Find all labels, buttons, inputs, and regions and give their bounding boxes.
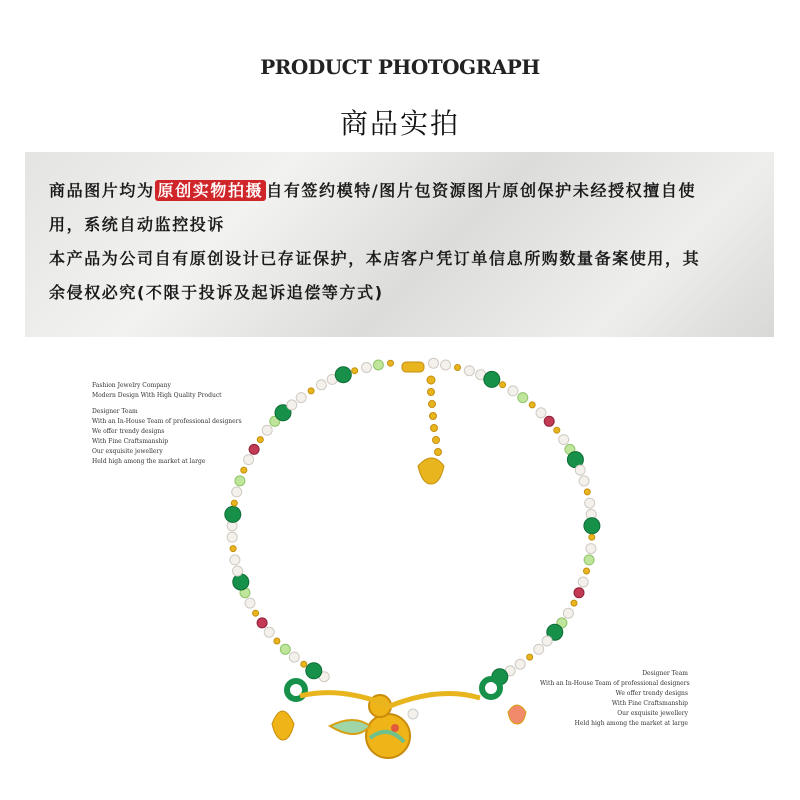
caption-tagline: Modern Design With High Quality Product bbox=[92, 392, 222, 399]
light-bead bbox=[584, 555, 594, 565]
pearl-bead bbox=[575, 465, 585, 475]
pearl-bead bbox=[362, 363, 372, 373]
pearl-bead bbox=[233, 566, 243, 576]
pearl-bead bbox=[262, 425, 272, 435]
gold-bead bbox=[301, 661, 307, 667]
pearl-bead bbox=[245, 598, 255, 608]
pearl-bead bbox=[244, 455, 254, 465]
pearl-bead bbox=[232, 487, 242, 497]
gold-bead bbox=[584, 568, 590, 574]
gold-bead bbox=[527, 654, 533, 660]
gold-bead bbox=[388, 360, 394, 366]
gold-bead bbox=[241, 467, 247, 473]
jade-bead bbox=[484, 371, 500, 387]
caption-line: Our exquisite jewellery bbox=[92, 448, 163, 455]
gold-bead bbox=[584, 489, 590, 495]
gold-bead bbox=[554, 427, 560, 433]
caption-team: Designer Team bbox=[92, 408, 138, 415]
peach-pendant bbox=[508, 705, 526, 724]
caption-line: With an In-House Team of professional designers bbox=[92, 418, 242, 425]
notice-line-1-post: 自有签约模特/图片包资源图片原创保护未经授权擅自使 bbox=[266, 181, 697, 200]
jade-bead bbox=[225, 506, 241, 522]
lotus-pendant bbox=[272, 711, 294, 740]
pearl-bead bbox=[559, 435, 569, 445]
caption-left bbox=[92, 381, 242, 467]
caption-line: With Fine Craftsmanship bbox=[611, 700, 688, 707]
caption-line: With an In-House Team of professional designers bbox=[540, 680, 690, 687]
jade-bead bbox=[306, 663, 322, 679]
jade-bead bbox=[233, 574, 249, 590]
notice-line-1-pre: 商品图片均为 bbox=[49, 181, 155, 200]
pearl-bead bbox=[441, 360, 451, 370]
pearl-bead bbox=[585, 498, 595, 508]
light-bead bbox=[235, 476, 245, 486]
caption-line: Held high among the market at large bbox=[574, 720, 688, 727]
caption-team: Designer Team bbox=[642, 670, 688, 677]
notice-highlight: 原创实物拍摄 bbox=[155, 180, 267, 201]
caption-right bbox=[540, 669, 688, 729]
pearl-bead bbox=[264, 627, 274, 637]
ruby-bead bbox=[257, 618, 267, 628]
pearl-bead bbox=[536, 408, 546, 418]
gold-bead bbox=[257, 437, 263, 443]
light-bead bbox=[280, 644, 290, 654]
caption-line: With Fine Craftsmanship bbox=[92, 438, 169, 445]
gold-bead bbox=[231, 500, 237, 506]
gold-bead bbox=[589, 534, 595, 540]
pearl-bead bbox=[316, 380, 326, 390]
pearl-bead bbox=[464, 366, 474, 376]
pearl-bead bbox=[296, 393, 306, 403]
pearl-bead bbox=[563, 608, 573, 618]
page-title-en: PRODUCT PHOTOGRAPH bbox=[260, 55, 540, 79]
gold-bead bbox=[455, 365, 461, 371]
gold-bead bbox=[571, 600, 577, 606]
pearl-bead bbox=[289, 652, 299, 662]
pearl-bead bbox=[287, 400, 297, 410]
notice-line-3: 本产品为公司自有原创设计已存证保护，本店客户凭订单信息所购数量备案使用，其 bbox=[49, 249, 701, 268]
notice-line-2: 用，系统自动监控投诉 bbox=[49, 215, 226, 234]
pearl-bead bbox=[429, 358, 439, 368]
gold-bead bbox=[274, 638, 280, 644]
pearl-bead bbox=[534, 644, 544, 654]
jade-ring-right bbox=[482, 679, 500, 697]
jade-bead bbox=[584, 518, 600, 534]
pearl-bead bbox=[515, 659, 525, 669]
pearl-bead bbox=[542, 636, 552, 646]
notice-line-4: 余侵权必究(不限于投诉及起诉追偿等方式) bbox=[49, 283, 384, 302]
pearl-bead bbox=[508, 386, 518, 396]
gold-bead bbox=[352, 368, 358, 374]
light-bead bbox=[373, 360, 383, 370]
jade-bead bbox=[335, 367, 351, 383]
ruby-bead bbox=[544, 416, 554, 426]
gold-bead bbox=[230, 546, 236, 552]
caption-line: We offer trendy designs bbox=[615, 690, 688, 697]
clasp-chain bbox=[402, 362, 444, 484]
caption-line: Our exquisite jewellery bbox=[617, 710, 688, 717]
light-bead bbox=[518, 393, 528, 403]
pearl-bead bbox=[230, 555, 240, 565]
necklace-beads bbox=[225, 358, 600, 685]
pendants bbox=[272, 679, 526, 758]
gold-bead bbox=[308, 388, 314, 394]
gold-bead bbox=[253, 610, 259, 616]
caption-company: Fashion Jewelry Company bbox=[92, 382, 171, 389]
gold-bead bbox=[500, 382, 506, 388]
pearl-bead bbox=[586, 544, 596, 554]
ruby-bead bbox=[249, 444, 259, 454]
caption-line: We offer trendy designs bbox=[92, 428, 165, 435]
pearl-bead bbox=[578, 577, 588, 587]
ruby-bead bbox=[574, 588, 584, 598]
caption-line: Held high among the market at large bbox=[92, 458, 206, 465]
leaf-pendant bbox=[330, 720, 370, 734]
pearl-bead bbox=[579, 476, 589, 486]
gold-bead bbox=[529, 402, 535, 408]
pearl-bead bbox=[227, 532, 237, 542]
page-title-cn: 商品实拍 bbox=[339, 107, 460, 140]
